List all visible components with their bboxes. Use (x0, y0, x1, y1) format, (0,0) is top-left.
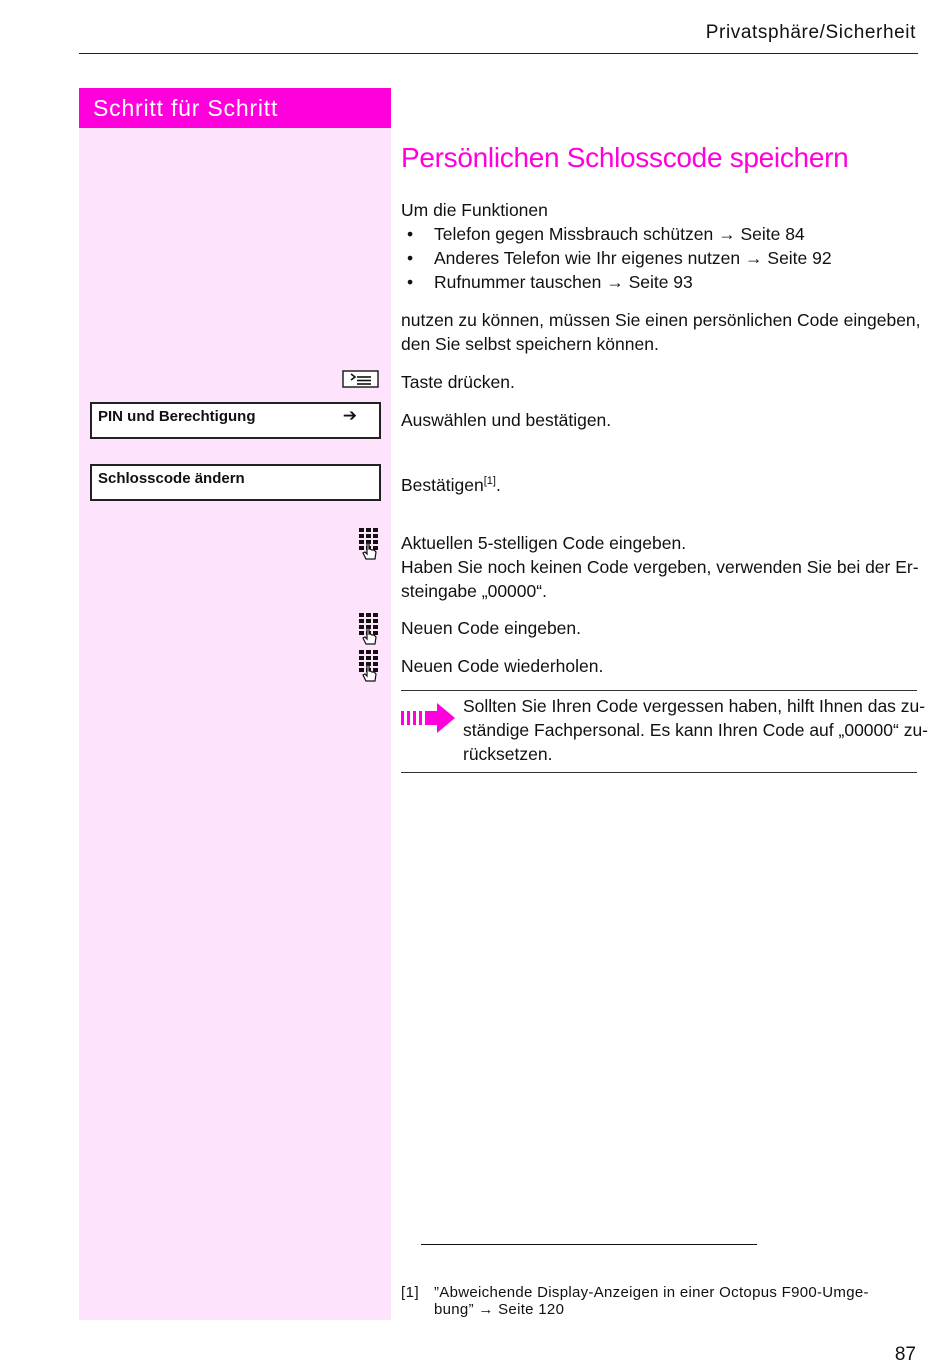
step-confirm-text: Bestätigen (401, 474, 484, 495)
footnote-reference[interactable]: [1] (483, 475, 496, 487)
step-select-confirm: Auswählen und bestätigen. (401, 410, 612, 430)
keypad-icon (359, 613, 379, 645)
bullet-symbol: • (407, 272, 414, 292)
step-confirm-end: . (495, 474, 501, 495)
list-item-text: Rufnummer tauschen (434, 272, 602, 292)
ref-arrow-icon: → (606, 272, 624, 292)
step-enter-current-code: Aktuellen 5-stelligen Code eingeben. (401, 533, 687, 553)
note-line: ständige Fachpersonal. Es kann Ihren Code auf „00000“ zu- (463, 720, 929, 740)
page-reference-link[interactable]: Seite 93 (628, 272, 693, 292)
page-number: 87 (894, 1344, 916, 1365)
footnote-line: ”Abweichende Display-Anzeigen in einer Octopus F900-Umge- (434, 1284, 869, 1301)
step-repeat-new-code: Neuen Code wiederholen. (401, 656, 604, 676)
menu-item-label: Schlosscode ändern (98, 470, 245, 487)
note-text (463, 694, 929, 766)
paragraph-line: den Sie selbst speichern können. (401, 334, 659, 354)
keypad-icon (359, 528, 379, 560)
bullet-symbol: • (407, 248, 414, 268)
keypad-icon (359, 650, 379, 682)
step-sidebar (79, 88, 391, 1320)
ref-arrow-icon: → (478, 1301, 494, 1318)
step-enter-current-hint: Haben Sie noch keinen Code vergeben, verwenden Sie bei der Er- (401, 557, 919, 577)
list-item-text: Telefon gegen Missbrauch schützen (434, 224, 714, 244)
page-reference-link[interactable]: Seite 84 (740, 224, 805, 244)
step-enter-new-code: Neuen Code eingeben. (401, 618, 582, 638)
menu-key-icon (342, 370, 379, 388)
list-item (401, 222, 911, 246)
ref-arrow-icon: → (745, 248, 763, 268)
bullet-symbol: • (407, 224, 414, 244)
step-confirm (401, 469, 501, 497)
running-header: Privatsphäre/Sicherheit (705, 22, 916, 43)
note-bottom-rule (401, 772, 917, 773)
footnote-text (434, 1284, 904, 1318)
menu-item-schlosscode-aendern[interactable] (90, 464, 381, 501)
footnote-marker: [1] (401, 1284, 420, 1301)
arrow-right-icon: ➔ (342, 406, 357, 425)
menu-item-pin-berechtigung[interactable] (90, 402, 381, 439)
page-reference-link[interactable]: Seite 120 (498, 1301, 565, 1318)
list-item-text: Anderes Telefon wie Ihr eigenes nutzen (434, 248, 741, 268)
sidebar-title: Schritt für Schritt (79, 88, 391, 128)
footnote-rule (421, 1244, 757, 1245)
note-line: Sollten Sie Ihren Code vergessen haben, hilft Ihnen das zu- (463, 696, 926, 716)
page-title: Persönlichen Schlosscode speichern (401, 142, 849, 173)
ref-arrow-icon: → (718, 224, 736, 244)
header-rule (79, 53, 918, 54)
page-reference-link[interactable]: Seite 92 (767, 248, 832, 268)
paragraph-line: nutzen zu können, müssen Sie einen persönlichen Code eingeben, (401, 310, 921, 330)
note-arrow-icon (401, 702, 456, 734)
list-item (401, 246, 911, 270)
note-line: rücksetzen. (463, 744, 553, 764)
intro-text: Um die Funktionen (401, 200, 548, 220)
footnote-line: bung” (434, 1301, 474, 1318)
step-enter-current-hint: steingabe „00000“. (401, 581, 547, 601)
note-top-rule (401, 690, 917, 691)
menu-item-label: PIN und Berechtigung (98, 408, 256, 425)
list-item (401, 270, 911, 294)
function-list (401, 222, 911, 294)
step-press-key: Taste drücken. (401, 372, 515, 392)
